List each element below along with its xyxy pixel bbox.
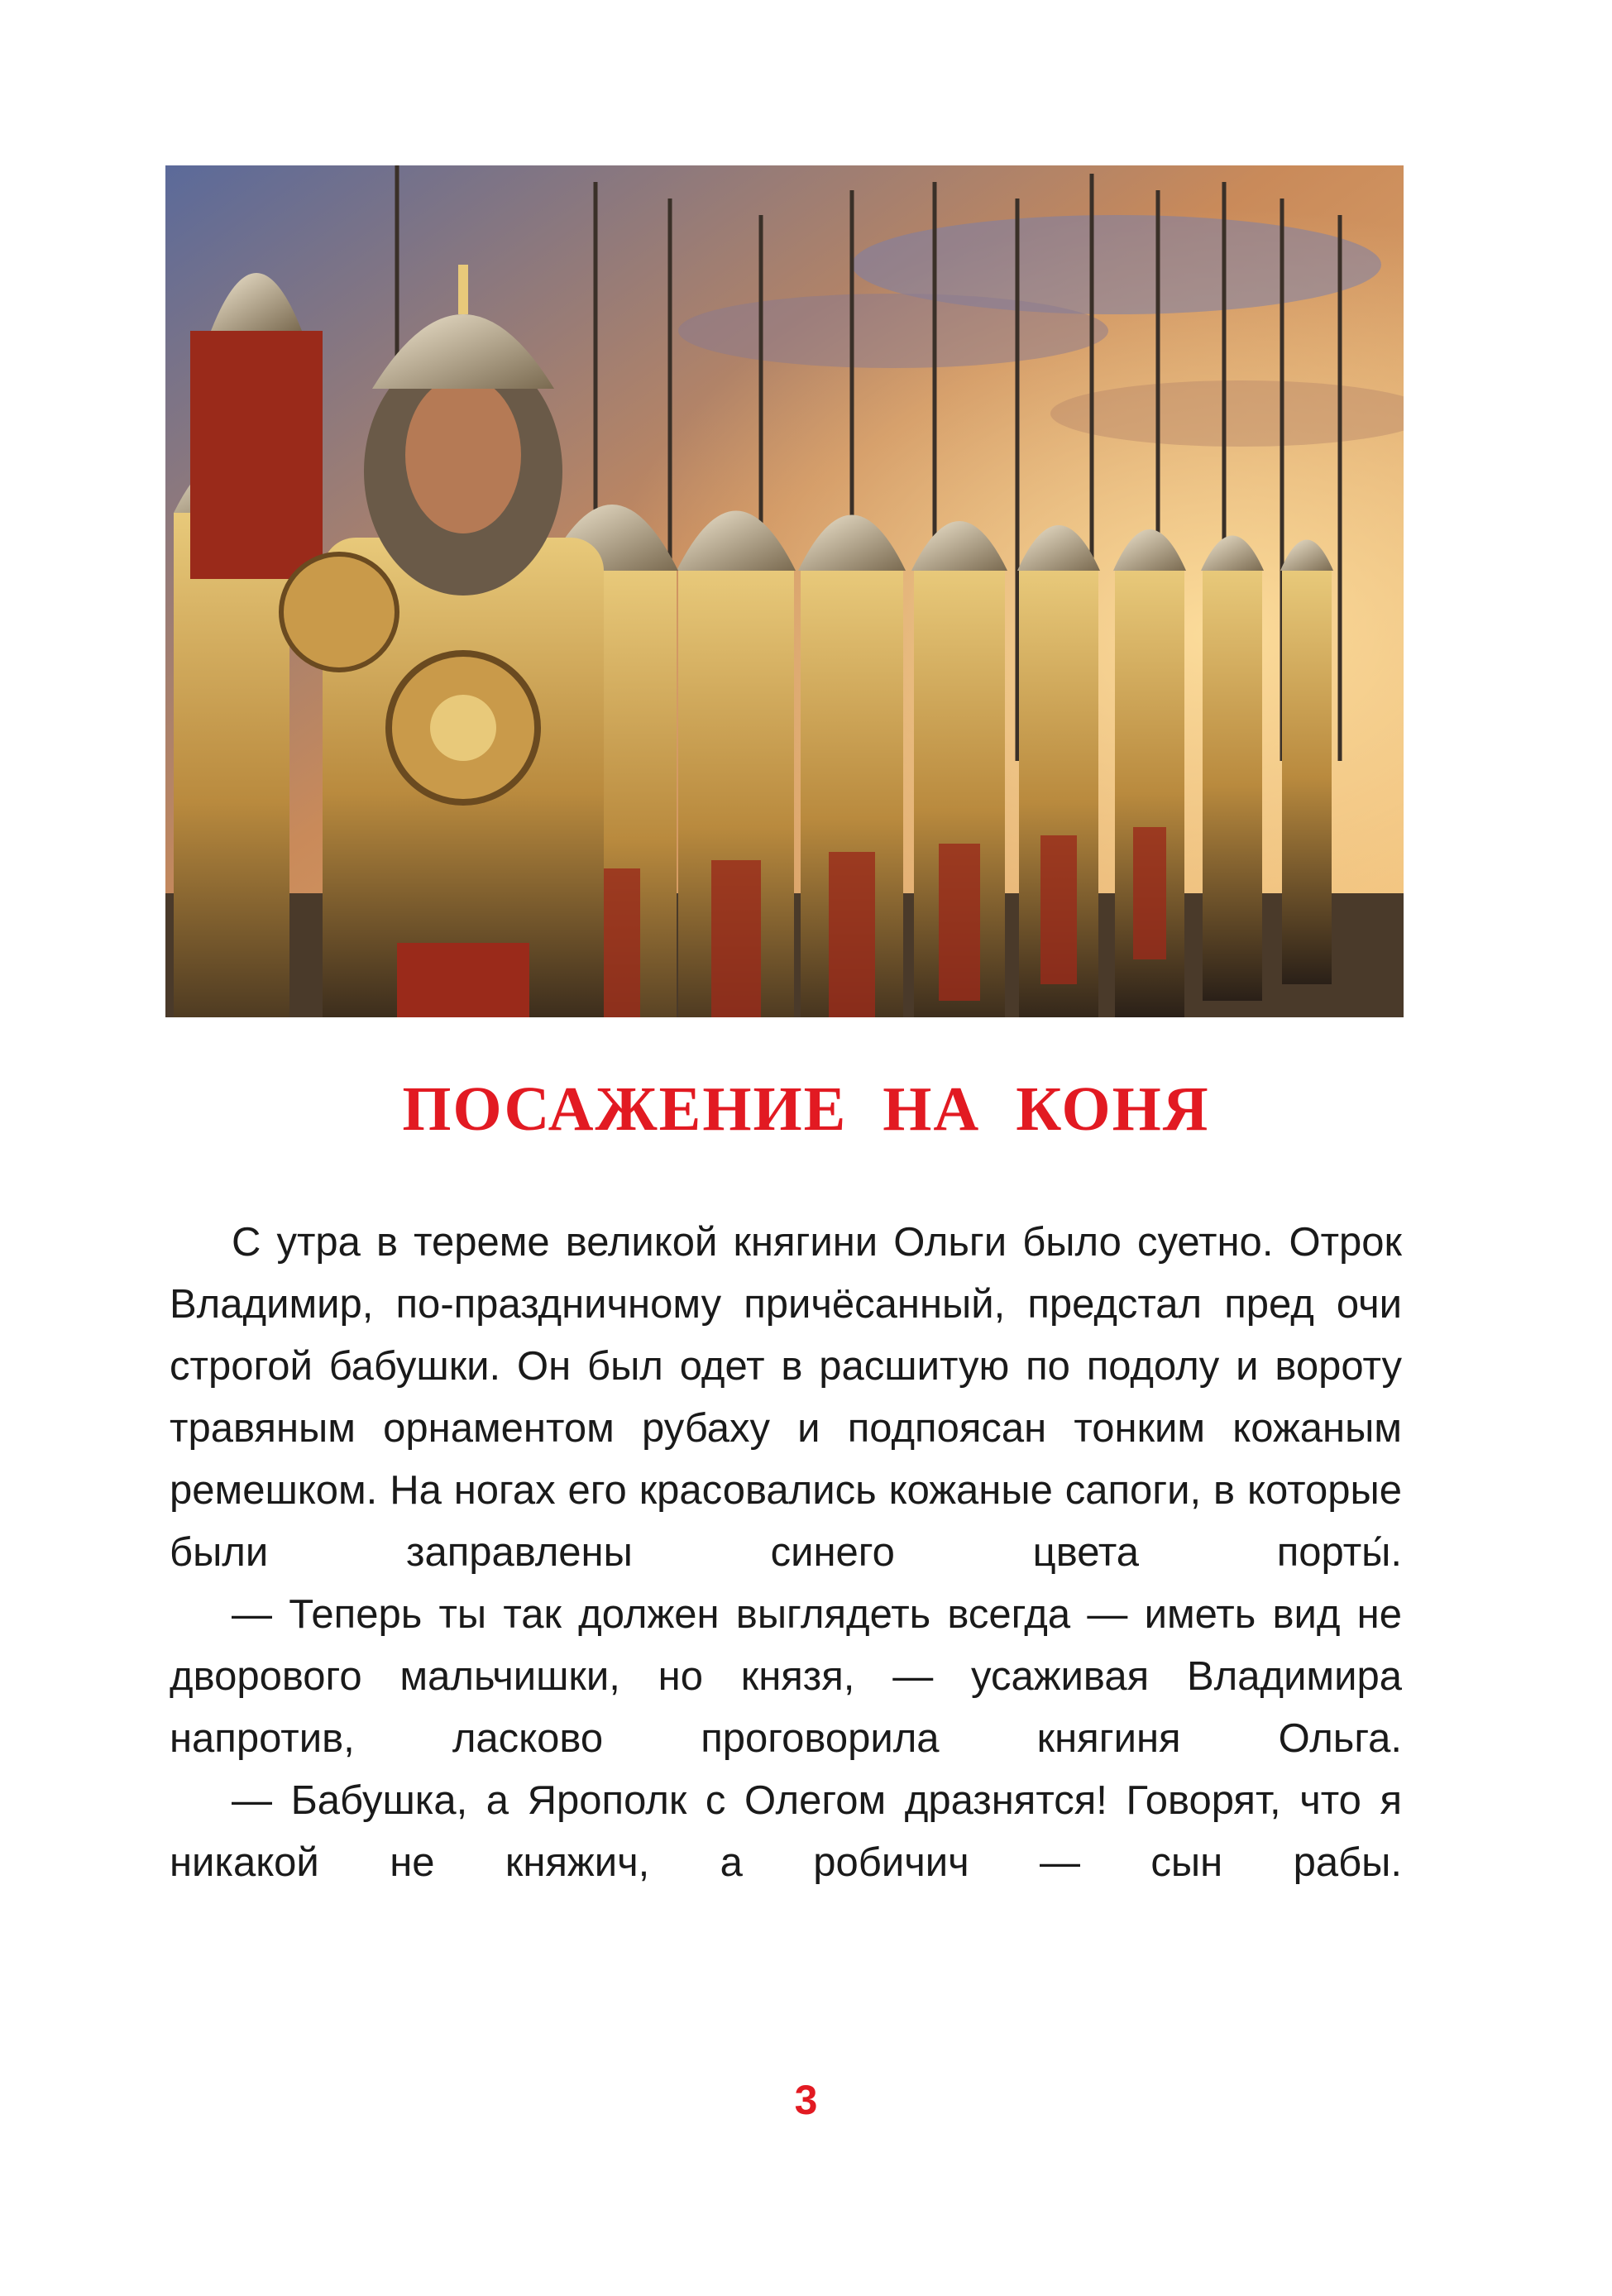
warriors-illustration <box>165 165 1404 1017</box>
page-number: 3 <box>794 2077 818 2123</box>
paragraph-3: — Бабушка, а Ярополк с Олегом дразнятся! Говорят, что я никакой не княжич, а робичич — сын рабы. <box>170 1778 1402 1885</box>
chapter-title: ПОСАЖЕНИЕ НА КОНЯ <box>402 1074 1210 1144</box>
body-text <box>170 1212 1402 1894</box>
paragraph-2: — Теперь ты так должен выглядеть всегда — иметь вид не дворового мальчишки, но князя, — усаживая Владимира напротив, ласково проговорила княгиня Ольга. <box>170 1592 1402 1761</box>
paragraph-1: С утра в тереме великой княгини Ольги было суетно. Отрок Владимир, по-праздничному причёсанный, предстал пред очи строгой бабушки. Он был одет в расшитую по подолу и вороту травяным орнаментом рубаху и подпоясан тонким кожаным ремешком. На ногах его красовались кожаные сапоги, в которые были заправлены синего цвета порты́. <box>170 1220 1402 1575</box>
warriors-illustration-icon <box>165 165 1404 1017</box>
